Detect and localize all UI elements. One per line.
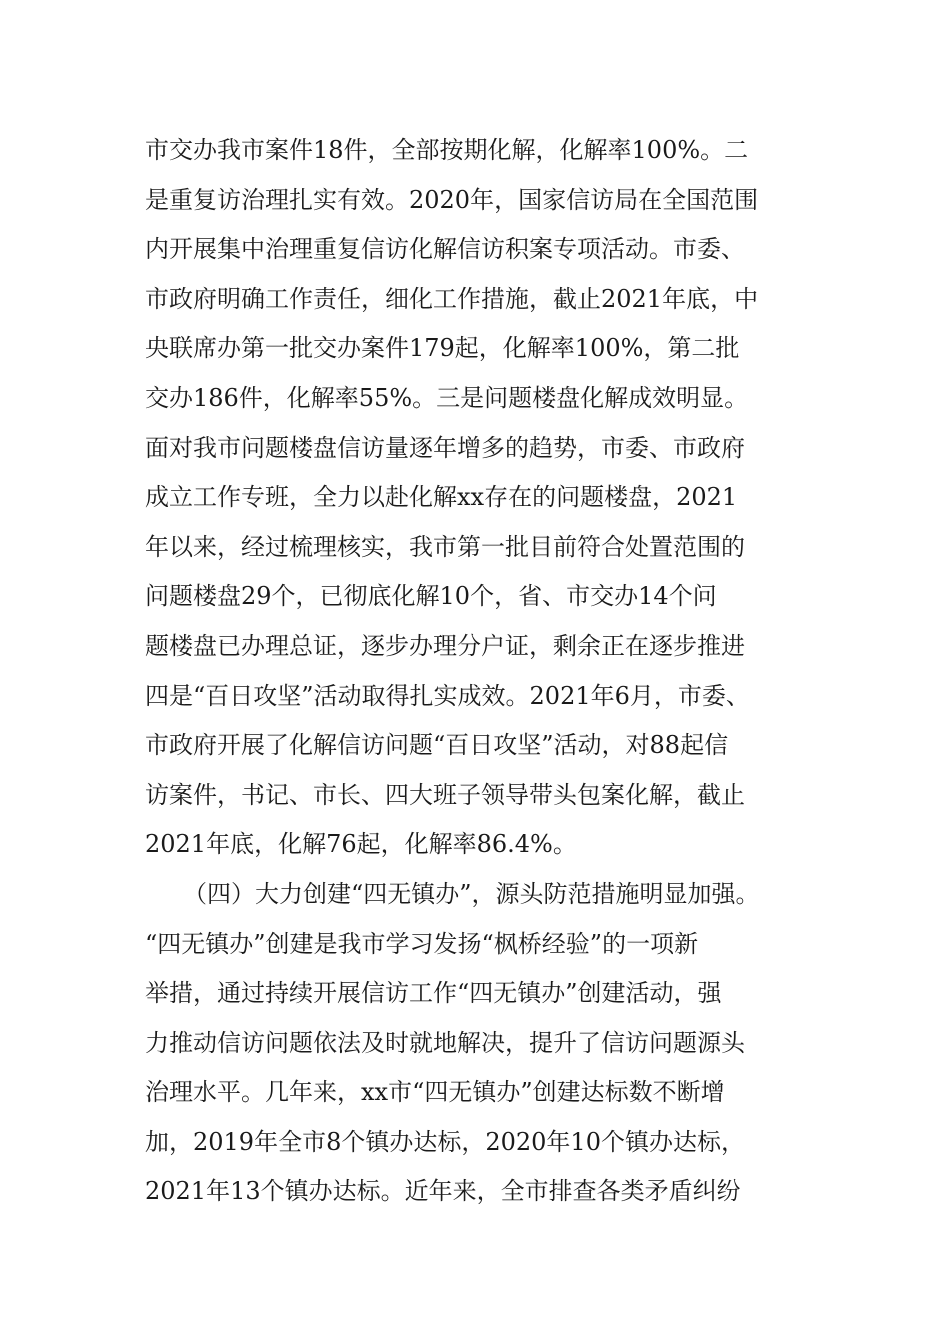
text-line: 2021年底，化解76起，化解率86.4%。 [145, 830, 577, 859]
text-line: 2021年13个镇办达标。近年来，全市排查各类矛盾纠纷 [145, 1177, 741, 1206]
text-line: “四无镇办”创建是我市学习发扬“枫桥经验”的一项新 [145, 929, 699, 958]
text-line: 题楼盘已办理总证，逐步办理分户证，剩余正在逐步推进 [145, 631, 745, 660]
text-line: 访案件，书记、市长、四大班子领导带头包案化解，截止 [145, 780, 745, 809]
section-heading-line: （四）大力创建“四无镇办”，源头防范措施明显加强。 [183, 879, 760, 908]
text-line: 举措，通过持续开展信访工作“四无镇办”创建活动，强 [145, 979, 722, 1008]
text-line: 力推动信访问题依法及时就地解决，提升了信访问题源头 [145, 1028, 745, 1057]
text-line: 是重复访治理扎实有效。2020年，国家信访局在全国范围 [145, 185, 759, 214]
text-line: 内开展集中治理重复信访化解信访积案专项活动。市委、 [145, 235, 745, 264]
text-line: 加，2019年全市8个镇办达标，2020年10个镇办达标， [145, 1127, 745, 1156]
body-text [145, 126, 825, 1217]
text-line: 央联席办第一批交办案件179起，化解率100%，第二批 [145, 334, 740, 363]
text-line: 成立工作专班，全力以赴化解xx存在的问题楼盘，2021 [145, 483, 738, 512]
text-line: 问题楼盘29个，已彻底化解10个，省、市交办14个问 [145, 582, 717, 611]
text-line: 治理水平。几年来，xx市“四无镇办”创建达标数不断增 [145, 1078, 725, 1107]
text-line: 四是“百日攻坚”活动取得扎实成效。2021年6月，市委、 [145, 681, 750, 710]
text-line: 市政府开展了化解信访问题“百日攻坚”活动，对88起信 [145, 731, 729, 760]
text-line: 市政府明确工作责任，细化工作措施，截止2021年底，中 [145, 284, 759, 313]
text-line: 年以来，经过梳理核实，我市第一批目前符合处置范围的 [145, 532, 745, 561]
text-line: 市交办我市案件18件，全部按期化解，化解率100%。二 [145, 136, 749, 164]
text-line: 交办186件，化解率55%。三是问题楼盘化解成效明显。 [145, 383, 749, 412]
text-line: 面对我市问题楼盘信访量逐年增多的趋势，市委、市政府 [145, 433, 745, 462]
